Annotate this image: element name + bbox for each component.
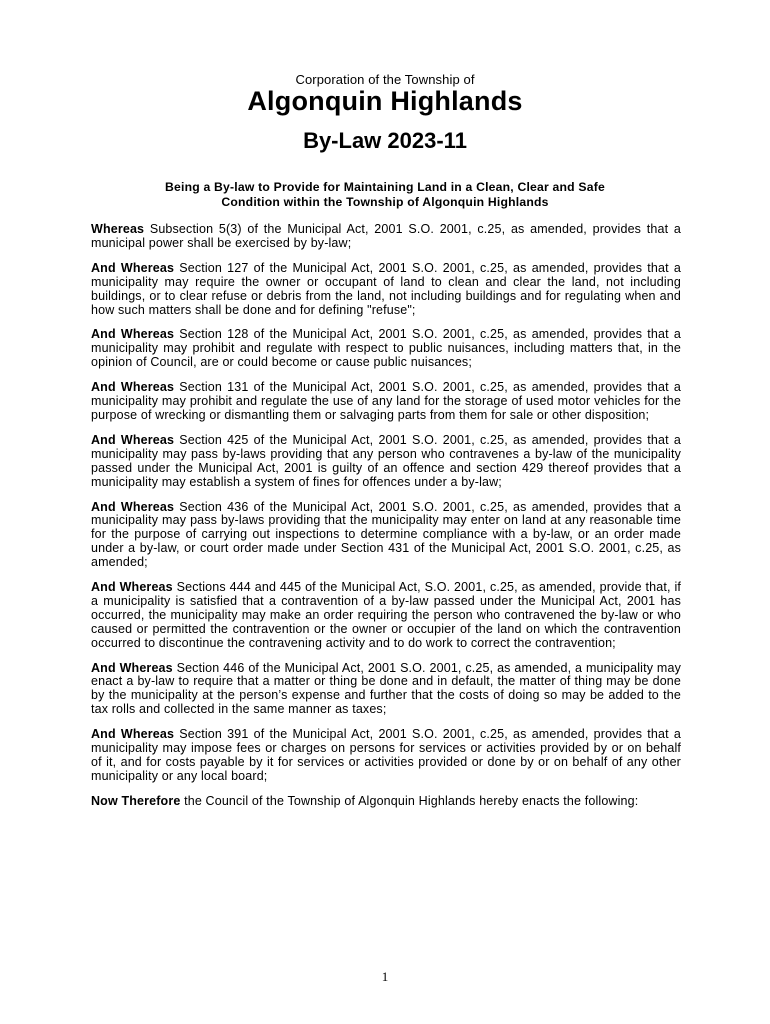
recital-lead: And Whereas [91,380,175,395]
recital-text: Subsection 5(3) of the Municipal Act, 2001 S.O. 2001, c.25, as amended, provides that a municipal power shall be exercised by by-law; [91,222,681,250]
recital-paragraph [91,662,681,718]
recitals-body [91,223,681,820]
recital-paragraph [91,223,681,251]
recital-lead: And Whereas [91,432,175,447]
recital-lead: And Whereas [91,727,175,742]
recital-text: Section 446 of the Municipal Act, 2001 S.O. 2001, c.25, as amended, a municipality may enact a by-law to require that a matter or thing be done and in default, the matter of thing may be done by the municipality at the person’s expense and further that the costs of doing so may be added to the tax rolls and collected in the same manner as taxes; [91,660,682,717]
recital-lead: And Whereas [91,499,175,514]
recital-text: Section 131 of the Municipal Act, 2001 S.O. 2001, c.25, as amended, provides that a municipality may prohibit and regulate the use of any land for the storage of used motor vehicles for the purpose of wrecking or dismantling them or salvaging parts from them for sale or other disposition; [91,380,681,422]
recital-lead: And Whereas [91,260,175,275]
bylaw-subtitle [90,180,680,210]
recital-text: Section 436 of the Municipal Act, 2001 S.O. 2001, c.25, as amended, provides that a municipality may pass by-laws providing that the municipality may enter on land at any reasonable time for the purpose of carrying out inspections to determine compliance with a by-law, or an order made under a by-law, or court order made under Section 431 of the Municipal Act, 2001 S.O. 2001, c.25, as amended; [91,499,681,570]
recital-paragraph [91,381,681,423]
recital-text: Section 391 of the Municipal Act, 2001 S.O. 2001, c.25, as amended, provides that a municipality may impose fees or charges on persons for services or activities provided by or on behalf of it, and for costs payable by it for services or activities provided or done by or on behalf of any other municipality or any local board; [91,727,681,783]
recital-text: Sections 444 and 445 of the Municipal Act, S.O. 2001, c.25, as amended, provide that, if a municipality is satisfied that a contravention of a by-law passed under the Municipal Act, 2001 has occurred, the municipality may make an order requiring the person who contravened the by-law or who caused or permitted the contravention or the owner or occupier of the land on which the contravention occurred to discontinue the contravening activity and to do work to correct the contravention; [91,580,681,650]
township-title: Algonquin Highlands [247,86,523,116]
recital-text: Section 127 of the Municipal Act, 2001 S.O. 2001, c.25, as amended, provides that a municipality may require the owner or occupant of land to clean and clear the land, not including buildings, or to clear refuse or debris from the land, not including buildings and for regulating when and how such matters shall be done and for defining "refuse"; [91,260,681,317]
enacting-lead: Now Therefore [91,793,181,808]
recital-paragraph [91,728,681,784]
organization-line: Corporation of the Township of [295,72,475,87]
recital-lead: Whereas [91,222,145,236]
recital-lead: And Whereas [91,327,175,342]
page-number: 1 [381,969,389,984]
recital-paragraph [91,328,681,370]
recital-lead: And Whereas [91,580,173,595]
recital-paragraph [91,581,681,651]
enacting-clause [91,795,681,809]
recital-text: Section 128 of the Municipal Act, 2001 S.O. 2001, c.25, as amended, provides that a municipality may prohibit and regulate with respect to public nuisances, including matters that, in the opinion of Council, are or could become or cause public nuisances; [91,327,681,370]
enacting-text: the Council of the Township of Algonquin Highlands hereby enacts the following: [180,793,639,808]
recital-paragraph [91,501,681,571]
recital-paragraph [91,434,681,490]
recital-paragraph [91,262,681,318]
recital-text: Section 425 of the Municipal Act, 2001 S.O. 2001, c.25, as amended, provides that a municipality may pass by-laws providing that any person who contravenes a by-law of the municipality passed under the Municipal Act, 2001 is guilty of an offence and section 429 thereof provides that a municipality may establish a system of fines for offences under a by-law; [91,432,681,489]
subtitle-line-1: Being a By-law to Provide for Maintaining Land in a Clean, Clear and Safe [165,180,605,194]
recital-lead: And Whereas [91,660,173,675]
subtitle-line-2: Condition within the Township of Algonquin Highlands [221,195,549,209]
bylaw-number: By-Law 2023-11 [303,128,467,153]
